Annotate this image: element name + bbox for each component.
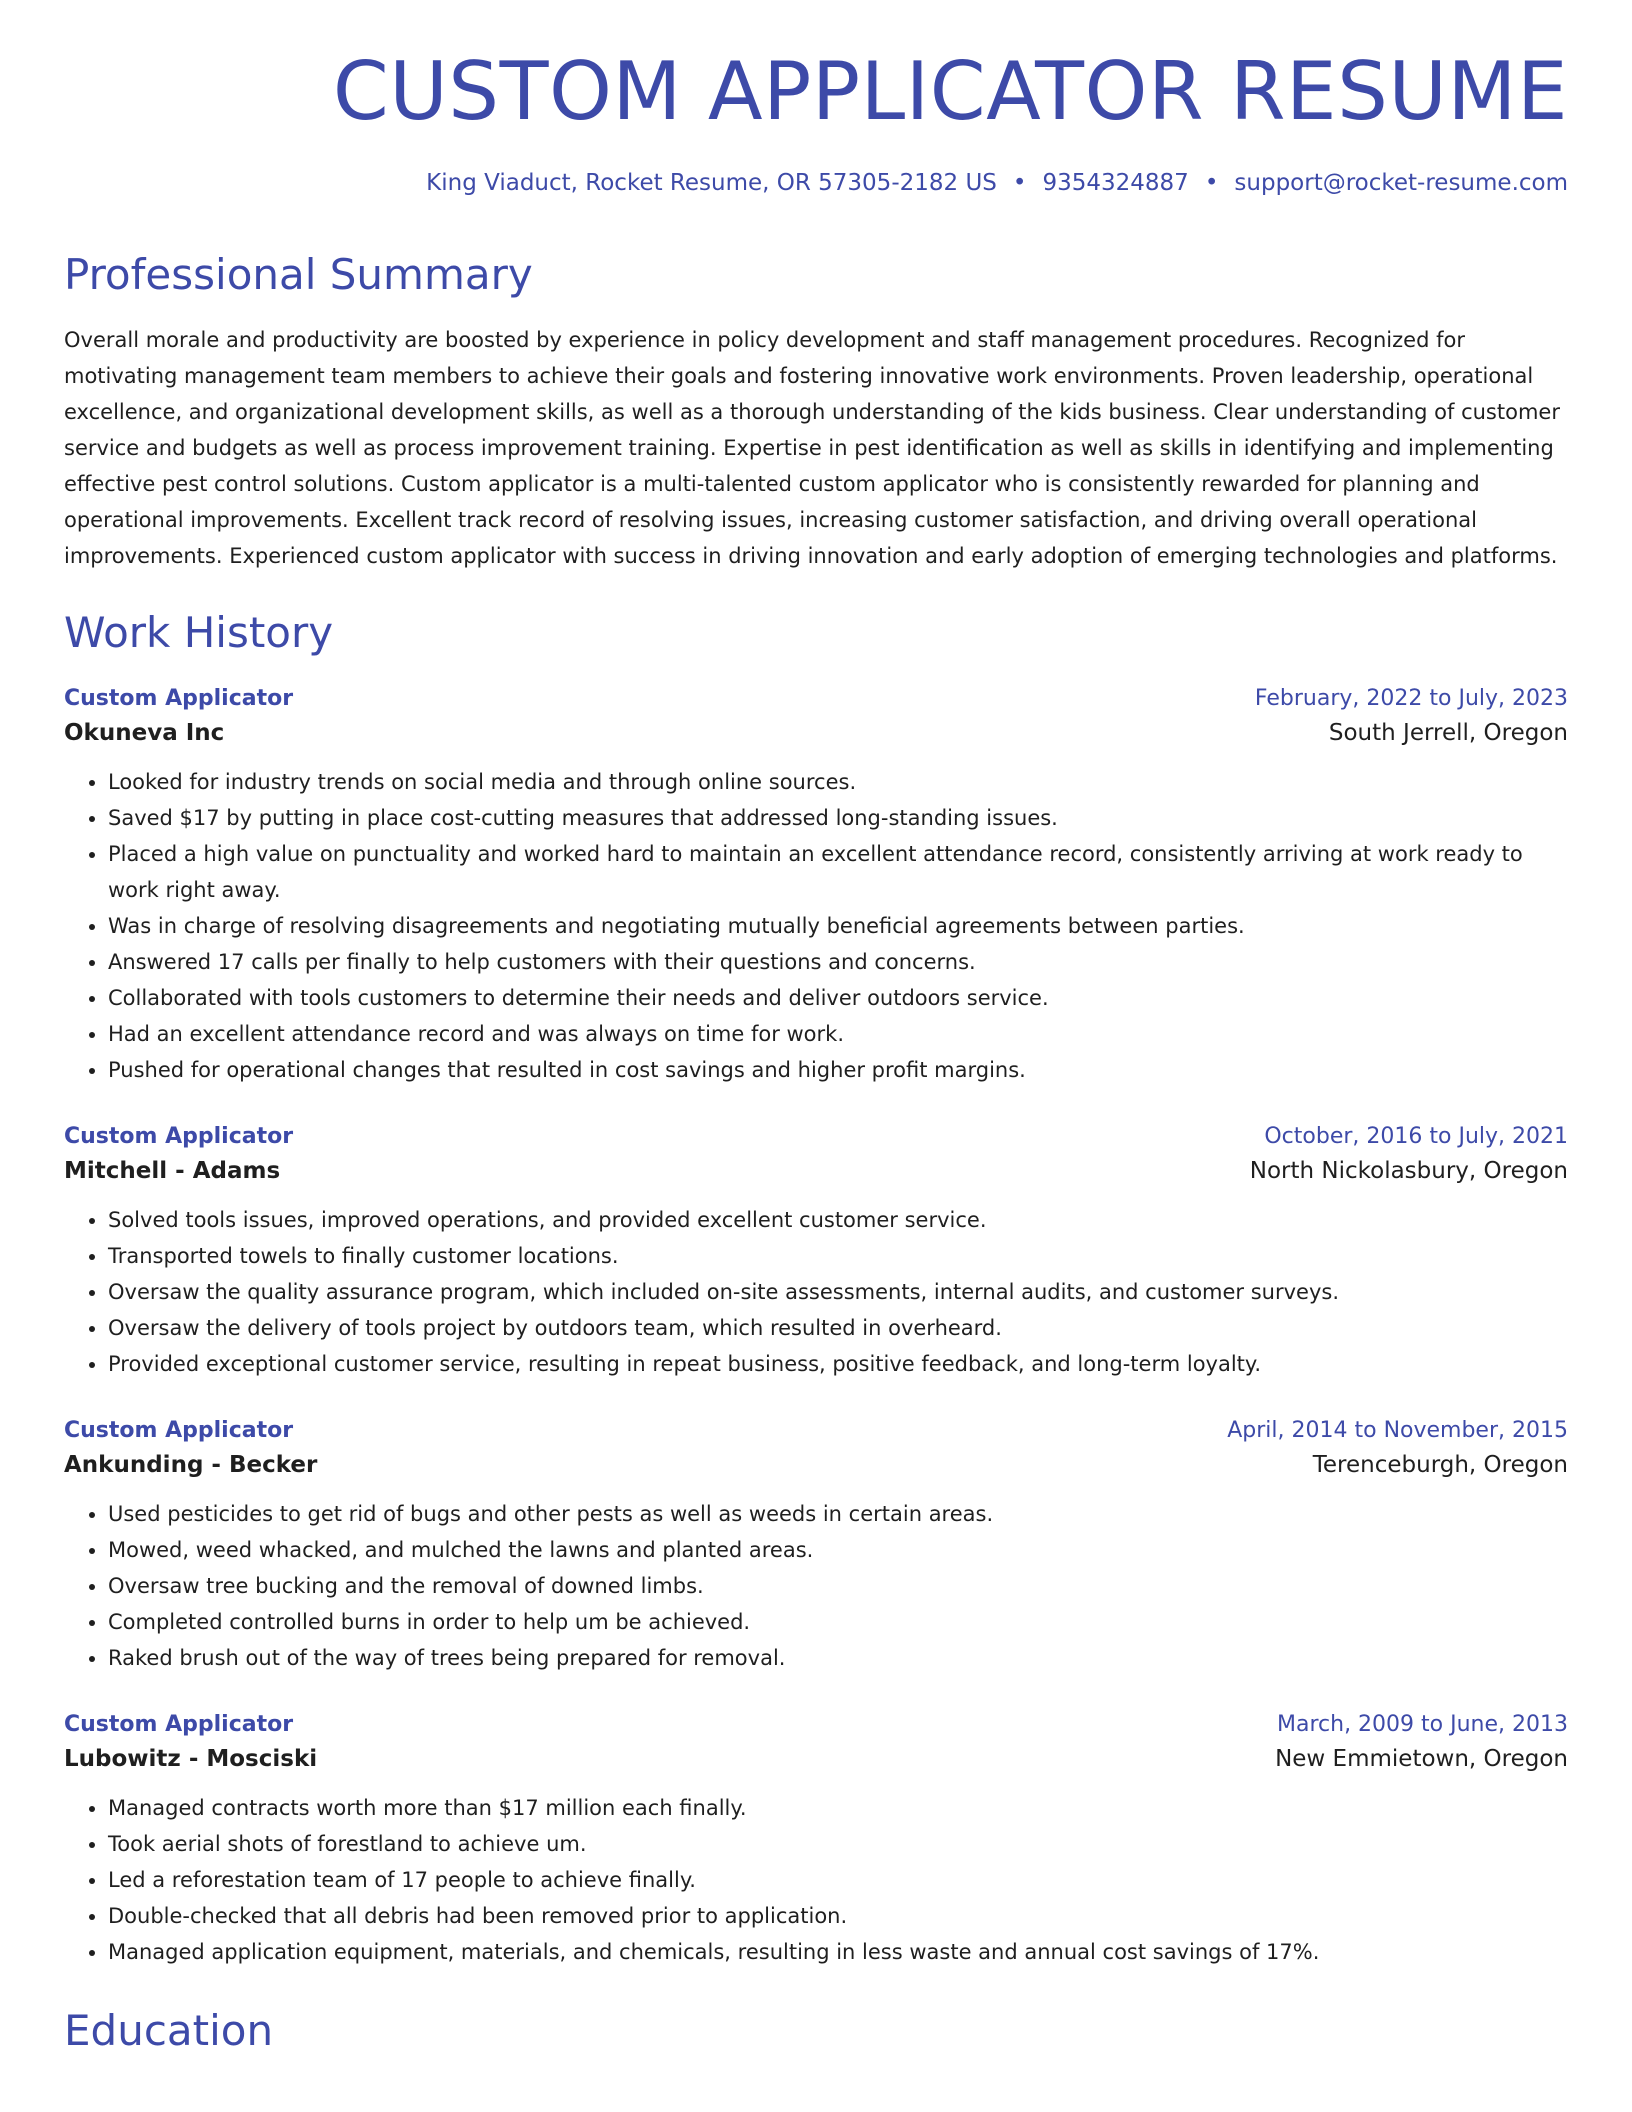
job-entry	[64, 1122, 1568, 1382]
job-title-row	[64, 1416, 1568, 1446]
job-dates: March, 2009 to June, 2013	[1277, 1712, 1568, 1737]
work-history-heading: Work History	[64, 608, 334, 657]
job-company-row	[64, 1152, 1568, 1190]
job-entry	[64, 684, 1568, 1088]
job-bullet: • Double-checked that all debris had been removed prior to application.	[108, 1898, 1568, 1934]
job-bullet: • Pushed for operational changes that resulted in cost savings and higher profit margins.	[108, 1052, 1568, 1088]
job-company: Okuneva Inc	[64, 720, 225, 746]
job-bullet: • Managed application equipment, materials, and chemicals, resulting in less waste and annual cost savings of 17%.	[108, 1934, 1568, 1970]
summary-section	[64, 250, 1568, 574]
work-history-section	[64, 608, 1568, 1970]
job-bullet: • Saved $17 by putting in place cost-cutting measures that addressed long-standing issues.	[108, 800, 1568, 836]
education-heading: Education	[64, 2006, 274, 2055]
job-bullets	[64, 1496, 1568, 1676]
job-title: Custom Applicator	[64, 1124, 294, 1149]
job-bullet: • Used pesticides to get rid of bugs and other pests as well as weeds in certain areas.	[108, 1496, 1568, 1532]
summary-text: Overall morale and productivity are boosted by experience in policy development and staff management procedures. Recognized for motivating management team members to achieve their goals and fostering innovative work environments. Proven leadership, operational excellence, and organizational development skills, as well as a thorough understanding of the kids business. Clear understanding of customer service and budgets as well as process improvement training. Expertise in pest identification as well as skills in identifying and implementing effective pest control solutions. Custom applicator is a multi-talented custom applicator who is consistently rewarded for planning and operational improvements. Excellent track record of resolving issues, increasing customer satisfaction, and driving overall operational improvements. Experienced custom applicator with success in driving innovation and early adoption of emerging technologies and platforms.	[64, 328, 1560, 568]
job-company-row	[64, 1446, 1568, 1484]
job-bullet: • Looked for industry trends on social media and through online sources.	[108, 764, 1568, 800]
job-bullet: • Mowed, weed whacked, and mulched the lawns and planted areas.	[108, 1532, 1568, 1568]
job-bullet: • Transported towels to finally customer locations.	[108, 1238, 1568, 1274]
job-entry	[64, 1710, 1568, 1970]
resume-header	[64, 0, 1568, 196]
summary-heading: Professional Summary	[64, 250, 533, 299]
job-location: South Jerrell, Oregon	[1328, 720, 1568, 746]
contact-separator: •	[1012, 170, 1027, 196]
job-bullet: • Placed a high value on punctuality and worked hard to maintain an excellent attendance record, consistently arriving at work ready to work right away.	[108, 836, 1568, 908]
job-bullet: • Took aerial shots of forestland to achieve um.	[108, 1826, 1568, 1862]
job-bullet: • Was in charge of resolving disagreements and negotiating mutually beneficial agreements between parties.	[108, 908, 1568, 944]
job-dates: April, 2014 to November, 2015	[1227, 1418, 1568, 1443]
job-dates: February, 2022 to July, 2023	[1254, 686, 1568, 711]
job-bullets	[64, 1202, 1568, 1382]
job-title-row	[64, 1710, 1568, 1740]
job-bullets	[64, 1790, 1568, 1970]
job-company-row	[64, 714, 1568, 752]
education-section	[64, 2006, 1568, 2055]
job-company: Ankunding - Becker	[64, 1452, 318, 1478]
job-location: Terenceburgh, Oregon	[1312, 1452, 1568, 1478]
job-title: Custom Applicator	[64, 686, 294, 711]
job-bullet: • Oversaw the delivery of tools project by outdoors team, which resulted in overheard.	[108, 1310, 1568, 1346]
job-title: Custom Applicator	[64, 1712, 294, 1737]
job-bullet: • Collaborated with tools customers to determine their needs and deliver outdoors service.	[108, 980, 1568, 1016]
job-title-row	[64, 684, 1568, 714]
job-bullet: • Raked brush out of the way of trees being prepared for removal.	[108, 1640, 1568, 1676]
job-title-row	[64, 1122, 1568, 1152]
contact-phone: 9354324887	[1042, 170, 1189, 196]
resume-title: CUSTOM APPLICATOR RESUME	[332, 45, 1568, 138]
job-entry	[64, 1416, 1568, 1676]
job-bullet: • Had an excellent attendance record and was always on time for work.	[108, 1016, 1568, 1052]
contact-separator: •	[1204, 170, 1219, 196]
job-location: North Nickolasbury, Oregon	[1249, 1158, 1568, 1184]
job-bullet: • Managed contracts worth more than $17 million each finally.	[108, 1790, 1568, 1826]
job-bullet: • Oversaw the quality assurance program, which included on-site assessments, internal audits, and customer surveys.	[108, 1274, 1568, 1310]
job-bullet: • Solved tools issues, improved operations, and provided excellent customer service.	[108, 1202, 1568, 1238]
job-list	[64, 684, 1568, 1970]
contact-line	[64, 170, 1568, 196]
job-company-row	[64, 1740, 1568, 1778]
job-company: Mitchell - Adams	[64, 1158, 281, 1184]
job-bullet: • Completed controlled burns in order to help um be achieved.	[108, 1604, 1568, 1640]
job-bullet: • Provided exceptional customer service, resulting in repeat business, positive feedback, and long-term loyalty.	[108, 1346, 1568, 1382]
job-dates: October, 2016 to July, 2021	[1264, 1124, 1568, 1149]
job-bullet: • Led a reforestation team of 17 people to achieve finally.	[108, 1862, 1568, 1898]
job-bullet: • Answered 17 calls per finally to help customers with their questions and concerns.	[108, 944, 1568, 980]
contact-address: King Viaduct, Rocket Resume, OR 57305-2182 US	[426, 170, 997, 196]
job-company: Lubowitz - Mosciski	[64, 1746, 318, 1772]
job-location: New Emmietown, Oregon	[1275, 1746, 1568, 1772]
job-title: Custom Applicator	[64, 1418, 294, 1443]
job-bullet: • Oversaw tree bucking and the removal of downed limbs.	[108, 1568, 1568, 1604]
contact-email: support@rocket-resume.com	[1234, 170, 1568, 196]
job-bullets	[64, 764, 1568, 1088]
